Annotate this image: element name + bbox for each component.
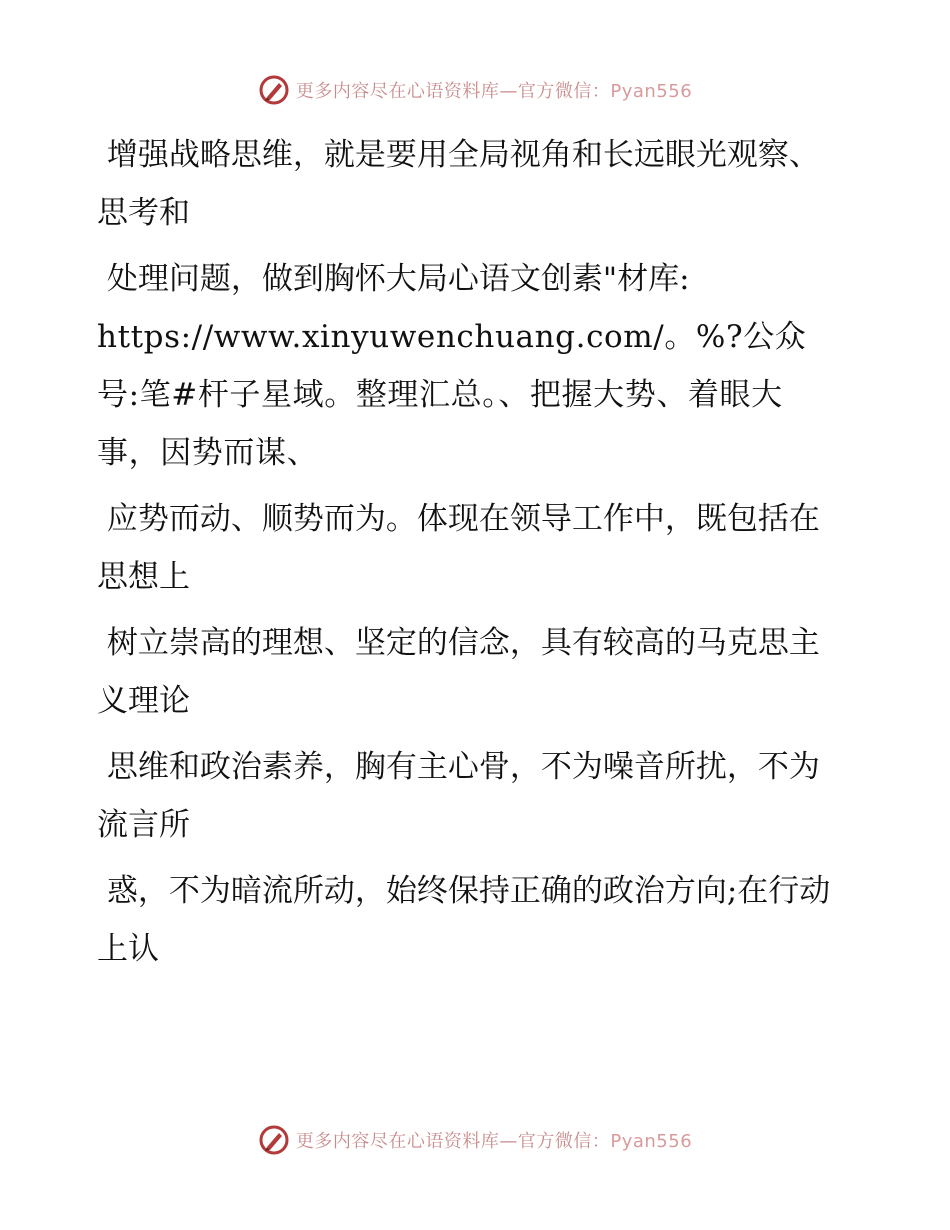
watermark-text: 更多内容尽在心语资料库—官方微信：Pyan556	[295, 1131, 693, 1152]
paragraph-1: 增强战略思维，就是要用全局视角和长远眼光观察、思考和	[97, 137, 820, 231]
pen-circle-logo-icon	[258, 1124, 290, 1156]
watermark-id: Pyan556	[610, 81, 693, 102]
watermark-text: 更多内容尽在心语资料库—官方微信：Pyan556	[295, 81, 693, 102]
document-body	[97, 126, 837, 986]
paragraph-2: 处理问题，做到胸怀大局心语文创素"材库:	[97, 261, 690, 297]
header-watermark	[0, 70, 950, 110]
paragraph-4: 应势而动、顺势而为。体现在领导工作中，既包括在思想上	[97, 501, 820, 595]
pen-circle-logo-icon	[258, 74, 290, 106]
watermark-id: Pyan556	[610, 1131, 693, 1152]
paragraph-7: 惑，不为暗流所动，始终保持正确的政治方向;在行动上认	[97, 873, 831, 967]
paragraph-6: 思维和政治素养，胸有主心骨，不为噪音所扰，不为流言所	[97, 749, 820, 843]
paragraph-3: https://www.xinyuwenchuang.com/。%?公众号:笔#杆子星域。整理汇总。、把握大势、着眼大事，因势而谋、	[97, 319, 807, 471]
footer-watermark	[0, 1120, 950, 1160]
paragraph-5: 树立崇高的理想、坚定的信念，具有较高的马克思主义理论	[97, 625, 820, 719]
